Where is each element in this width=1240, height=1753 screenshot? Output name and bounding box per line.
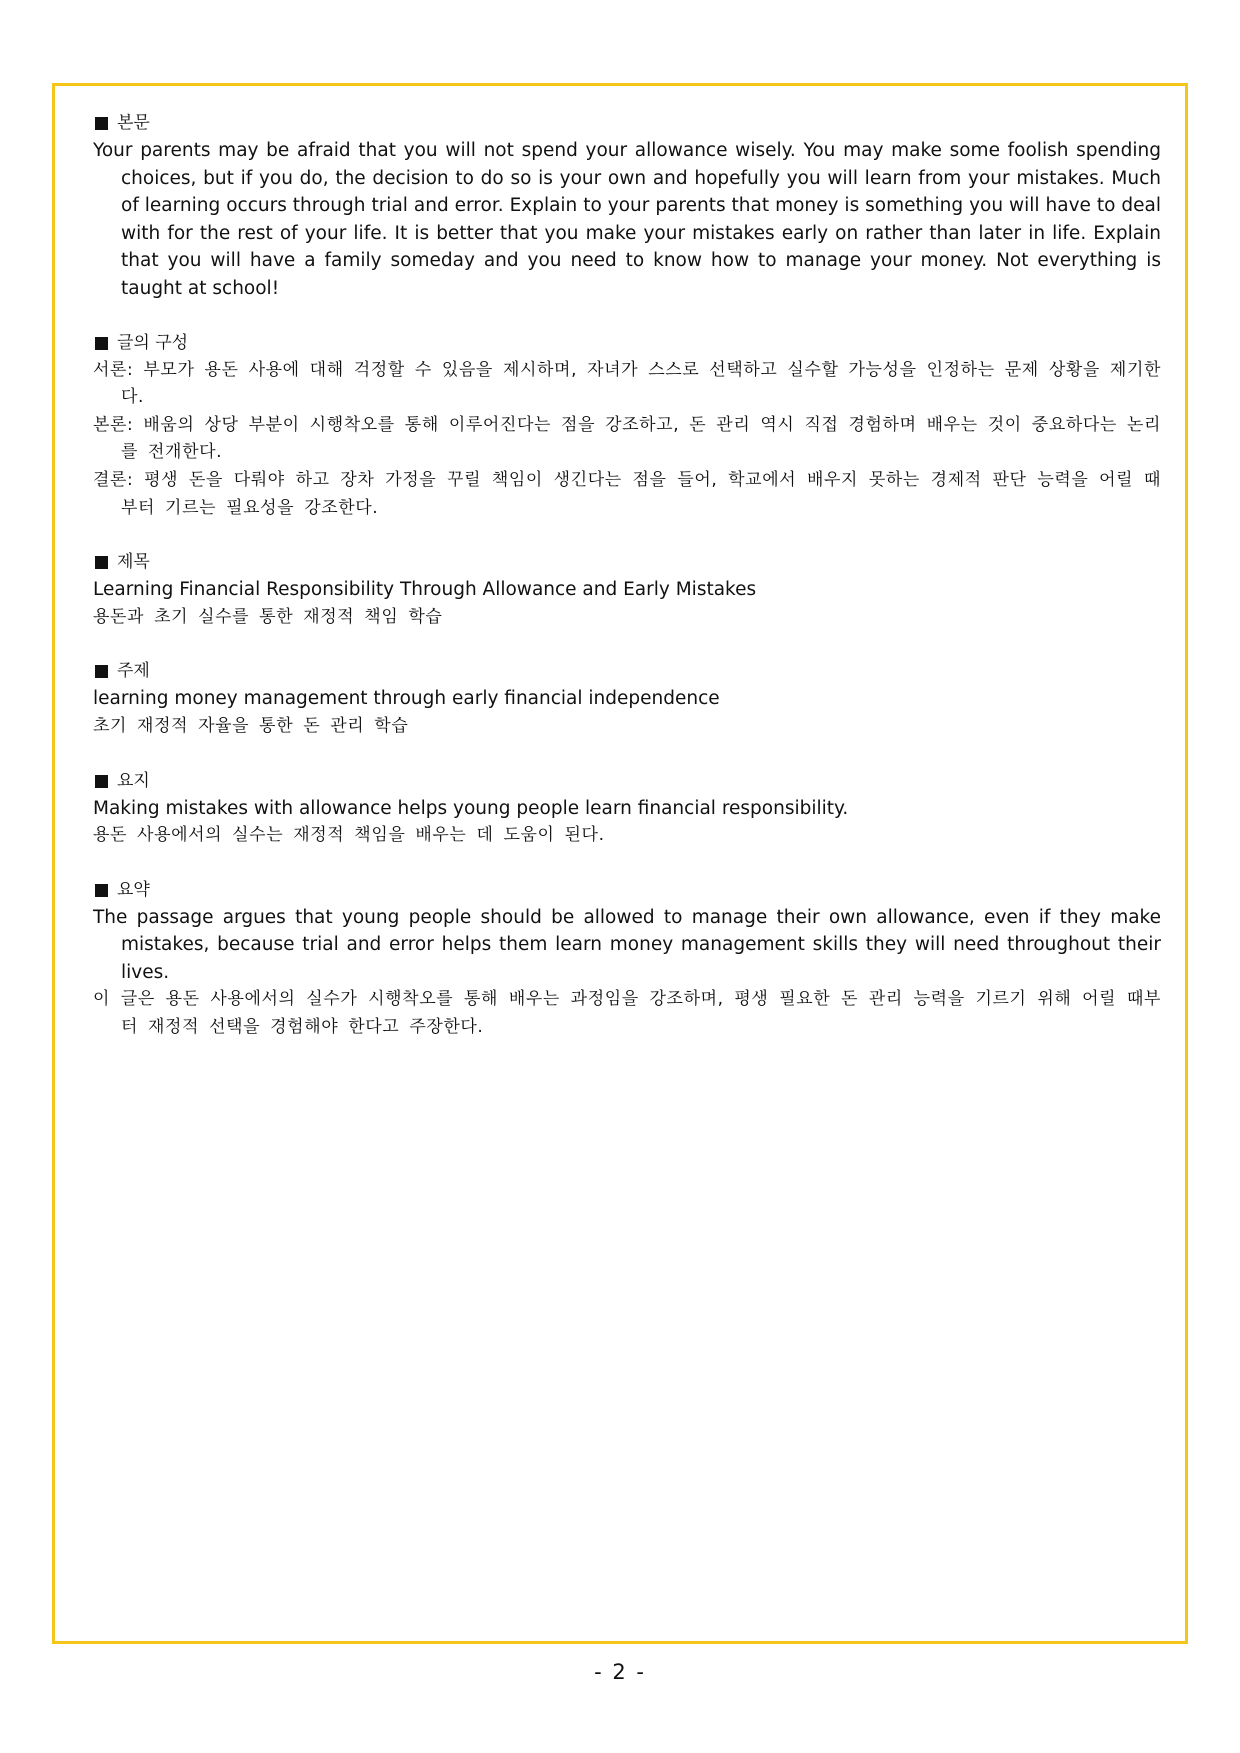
section-heading-label: 글의 구성 — [117, 332, 189, 353]
section-body — [93, 110, 1161, 303]
title-korean: 용돈과 초기 실수를 통한 재정적 책임 학습 — [93, 606, 443, 627]
section-heading — [93, 549, 1161, 576]
square-bullet-icon — [95, 775, 108, 788]
section-heading-label: 본문 — [117, 113, 150, 133]
body-paragraph: Your parents may be afraid that you will not spend your allowance wisely. You may make some foolish spending choices, but if you do, the decision to do so is your own and hopefully you will learn from your mistakes. Much of learning occurs through trial and error. Explain to your parents that money is something you will have to deal with for the rest of your life. It is better that you make your mistakes early on rather than later in life. Explain that you will have a family someday and you need to know how to manage your money. Not everything is taught at school! — [93, 140, 1161, 299]
title-english: Learning Financial Responsibility Through Allowance and Early Mistakes — [93, 579, 757, 601]
structure-conclusion: 결론: 평생 돈을 다뤄야 하고 장차 가정을 꾸릴 책임이 생긴다는 점을 들어, 학교에서 배우지 못하는 경제적 판단 능력을 어릴 때부터 기르는 필요성을 강조한다. — [93, 469, 1161, 518]
square-bullet-icon — [95, 665, 108, 678]
topic-english: learning money management through early financial independence — [93, 688, 720, 710]
page-number: - 2 - — [594, 1660, 646, 1684]
square-bullet-icon — [95, 556, 108, 569]
section-topic — [93, 658, 1161, 740]
section-heading — [93, 658, 1161, 685]
structure-main: 본론: 배움의 상당 부분이 시행착오를 통해 이루어진다는 점을 강조하고, 돈 관리 역시 직접 경험하며 배우는 것이 중요하다는 논리를 전개한다. — [93, 414, 1161, 463]
gist-korean: 용돈 사용에서의 실수는 재정적 책임을 배우는 데 도움이 된다. — [93, 825, 605, 846]
square-bullet-icon — [95, 337, 108, 350]
section-heading-label: 요약 — [117, 879, 150, 900]
section-heading-label: 주제 — [117, 661, 150, 682]
document-content — [93, 110, 1161, 1069]
section-summary — [93, 877, 1161, 1042]
section-heading — [93, 877, 1161, 904]
summary-korean: 이 글은 용돈 사용에서의 실수가 시행착오를 통해 배우는 과정임을 강조하며, 평생 필요한 돈 관리 능력을 기르기 위해 어릴 때부터 재정적 선택을 경험해야 한다고 주장한다. — [93, 989, 1161, 1038]
section-heading — [93, 110, 1161, 137]
section-gist — [93, 768, 1161, 850]
square-bullet-icon — [95, 884, 108, 897]
structure-intro: 서론: 부모가 용돈 사용에 대해 걱정할 수 있음을 제시하며, 자녀가 스스로 선택하고 실수할 가능성을 인정하는 문제 상황을 제기한다. — [93, 359, 1161, 408]
square-bullet-icon — [95, 117, 108, 130]
section-title — [93, 549, 1161, 631]
section-structure — [93, 330, 1161, 523]
section-heading-label: 제목 — [117, 552, 150, 573]
summary-english: The passage argues that young people should be allowed to manage their own allowance, even if they make mistakes, because trial and error helps them learn money management skills they will need throughout their lives. — [93, 906, 1161, 983]
section-heading — [93, 768, 1161, 795]
section-heading-label: 요지 — [117, 770, 150, 791]
section-heading — [93, 330, 1161, 357]
gist-english: Making mistakes with allowance helps young people learn financial responsibility. — [93, 797, 849, 819]
topic-korean: 초기 재정적 자율을 통한 돈 관리 학습 — [93, 715, 409, 736]
